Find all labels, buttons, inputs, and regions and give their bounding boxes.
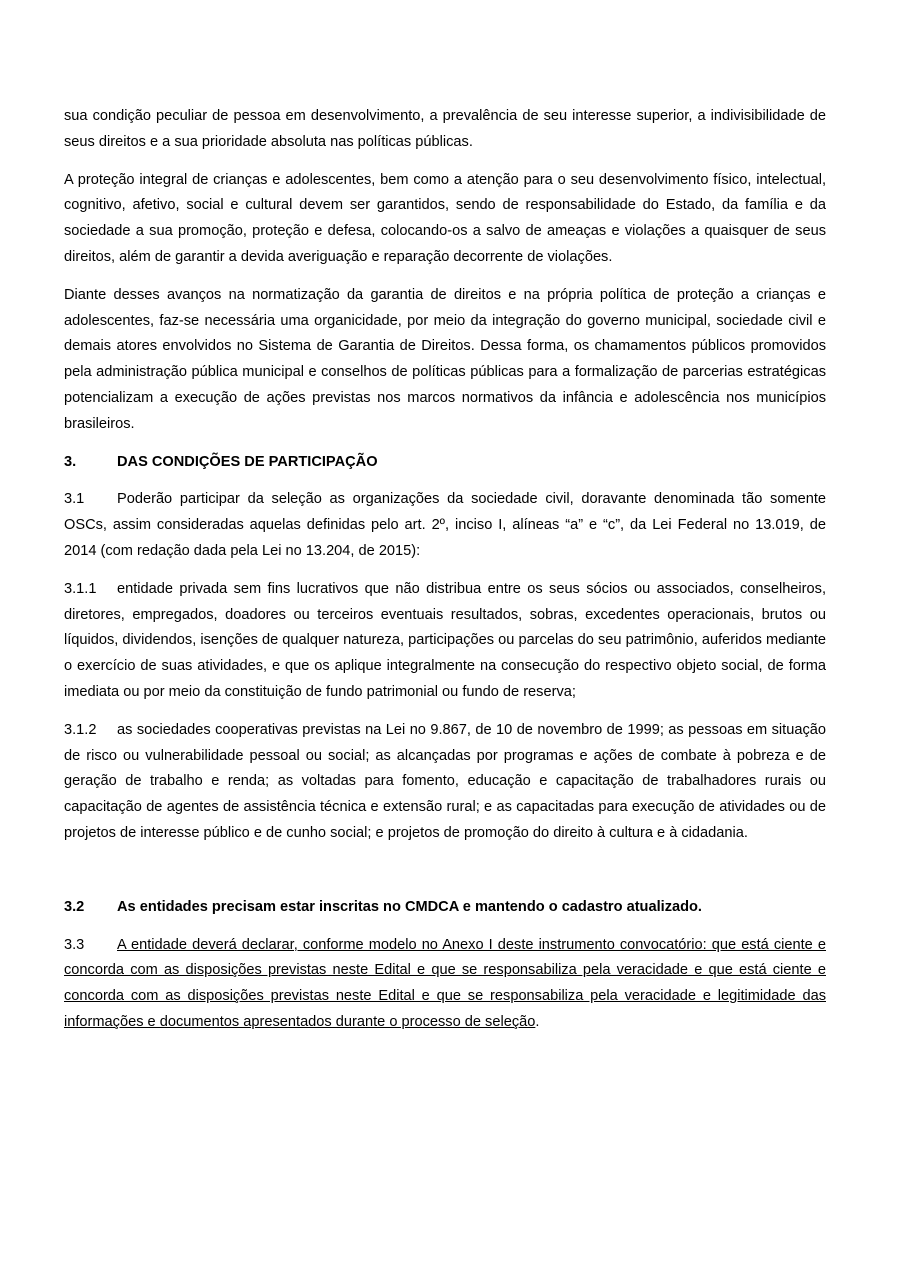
clause-3-2 — [64, 895, 826, 921]
clause-3-1-1 — [64, 577, 826, 706]
paragraph-intro-continuation: sua condição peculiar de pessoa em desenvolvimento, a prevalência de seu interesse superior, a indivisibilidade de seus direitos e a sua prioridade absoluta nas políticas públicas. — [64, 108, 826, 150]
section-title: DAS CONDIÇÕES DE PARTICIPAÇÃO — [117, 453, 378, 470]
paragraph-guarantee-system: Diante desses avanços na normatização da garantia de direitos e na própria política de proteção a crianças e adolescentes, faz-se necessária uma organicidade, por meio da integração do governo municipal, sociedade civil e demais atores envolvidos no Sistema de Garantia de Direitos. Dessa forma, os chamamentos públicos promovidos pela administração pública municipal e conselhos de políticas públicas para a formalização de parcerias estratégicas potencializam a execução de ações previstas nos marcos normativos da infância e adolescência nos municípios brasileiros. — [64, 286, 826, 432]
clause-number: 3.1.1 — [64, 580, 97, 597]
section-3-heading — [64, 450, 826, 476]
clause-text: as sociedades cooperativas previstas na Lei no 9.867, de 10 de novembro de 1999; as pessoas em situação de risco ou vulnerabilidade pessoal ou social; as alcançadas por programas e ações de combate à pobreza e de geração de trabalho e renda; as voltadas para fomento, educação e capacitação de trabalhadores rurais ou capacitação de agentes de assistência técnica e extensão rural; e as capacitadas para execução de atividades ou de projetos de interesse público e de cunho social; e projetos de promoção do direito à cultura e à cidadania. — [64, 721, 826, 841]
blank-space — [64, 859, 826, 895]
clause-text: Poderão participar da seleção as organizações da sociedade civil, doravante denominada tão somente OSCs, assim consideradas aquelas definidas pelo art. 2º, inciso I, alíneas “a” e “c”, da Lei Federal no 13.019, de 2014 (com redação dada pela Lei no 13.204, de 2015): — [64, 491, 826, 559]
clause-number: 3.2 — [64, 898, 85, 915]
paragraph-integral-protection: A proteção integral de crianças e adolescentes, bem como a atenção para o seu desenvolvimento físico, intelectual, cognitivo, afetivo, social e cultural devem ser garantidos, sendo de responsabilidade do Estado, da família e da sociedade a sua promoção, proteção e defesa, colocando-os a salvo de ameaças e violações a quaisquer de seus direitos, além de garantir a devida averiguação e reparação decorrente de violações. — [64, 171, 826, 265]
section-number: 3. — [64, 453, 77, 470]
clause-text-underlined: A entidade deverá declarar, conforme modelo no Anexo I deste instrumento convocatório: que está ciente e concorda com as disposições previstas neste Edital e que se responsabiliza pela veracidade e que está ciente e concorda com as disposições previstas neste Edital e que se responsabiliza pela veracidade e legitimidade das informações e documentos apresentados durante o processo de seleção — [64, 936, 826, 1030]
clause-number: 3.1 — [64, 491, 85, 508]
clause-text: As entidades precisam estar inscritas no CMDCA e mantendo o cadastro atualizado. — [117, 898, 702, 915]
clause-text: entidade privada sem fins lucrativos que não distribua entre os seus sócios ou associados, conselheiros, diretores, empregados, doadores ou terceiros eventuais resultados, sobras, excedentes operacionais, brutos ou líquidos, dividendos, isenções de qualquer natureza, participações ou parcelas do seu patrimônio, auferidos mediante o exercício de suas atividades, e que os aplique integralmente na consecução do respectivo objeto social, de forma imediata ou por meio da constituição de fundo patrimonial ou fundo de reserva; — [64, 580, 826, 700]
clause-trailing-period: . — [535, 1013, 540, 1030]
clause-number: 3.3 — [64, 936, 85, 953]
clause-3-3 — [64, 933, 826, 1036]
clause-3-1-2 — [64, 718, 826, 847]
clause-3-1 — [64, 487, 826, 564]
clause-number: 3.1.2 — [64, 721, 97, 738]
document-page — [64, 104, 826, 1048]
